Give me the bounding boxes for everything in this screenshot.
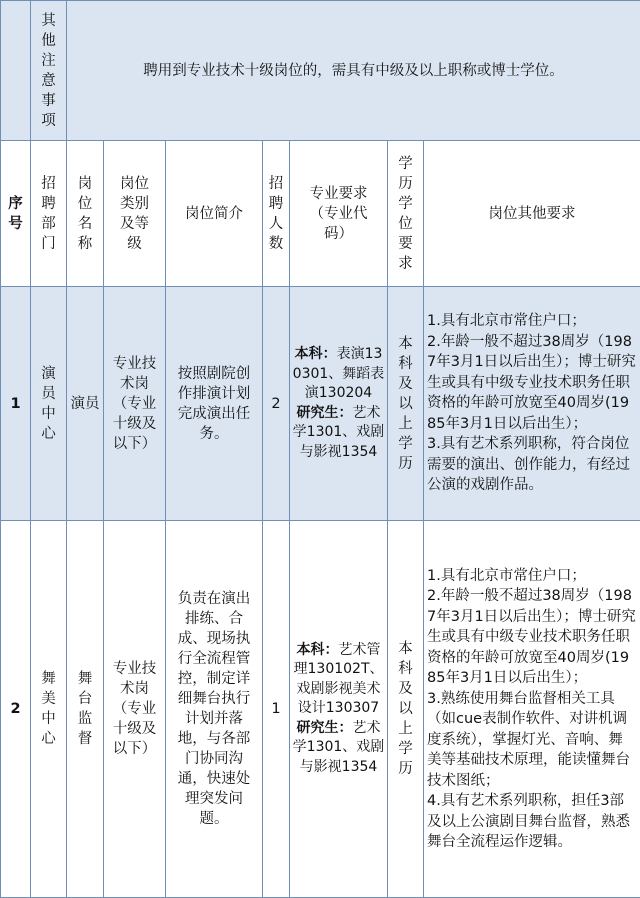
row-count: 1 (263, 521, 290, 898)
header-position: 岗位名称 (67, 141, 104, 287)
other-item: 3.具有艺术系列职称，符合岗位需要的演出、创作能力，有经过公演的戏剧作品。 (427, 434, 637, 496)
other-item: 1.具有北京市常住户口； (427, 566, 637, 587)
row-category: 专业技术岗（专业十级及以下） (104, 521, 166, 898)
row-other (424, 287, 640, 521)
row-position: 演员 (67, 287, 104, 521)
header-edu: 学历学位要求 (388, 141, 424, 287)
table-row-1 (1, 287, 640, 521)
note-label: 其他注意事项 (31, 1, 67, 141)
major-bk-label: 本科： (297, 642, 339, 658)
row-no: 1 (1, 287, 31, 521)
row-major (290, 287, 388, 521)
row-edu: 本科及以上学历 (388, 521, 424, 898)
row-position: 舞台监督 (67, 521, 104, 898)
empty-corner-cell (1, 1, 31, 141)
row-dept: 舞美中心 (31, 521, 67, 898)
header-intro: 岗位简介 (166, 141, 263, 287)
row-edu: 本科及以上学历 (388, 287, 424, 521)
row-count: 2 (263, 287, 290, 521)
row-intro: 按照剧院创作排演计划完成演出任务。 (166, 287, 263, 521)
row-no: 2 (1, 521, 31, 898)
note-row (1, 1, 640, 141)
header-row (1, 141, 640, 287)
major-yjs-text: 艺术学1301、戏剧与影视1354 (293, 405, 385, 460)
major-bk-text: 表演130301、舞蹈表演130204 (293, 346, 385, 401)
row-category: 专业技术岗（专业十级及以下） (104, 287, 166, 521)
table-row-2 (1, 521, 640, 898)
other-item: 1.具有北京市常住户口； (427, 311, 637, 332)
header-no: 序号 (1, 141, 31, 287)
row-dept: 演员中心 (31, 287, 67, 521)
row-major (290, 521, 388, 898)
other-item: 4.具有艺术系列职称，担任3部及以上公演剧目舞台监督，熟悉舞台全流程运作逻辑。 (427, 791, 637, 853)
header-other: 岗位其他要求 (424, 141, 640, 287)
row-other (424, 521, 640, 898)
other-item: 2.年龄一般不超过38周岁（1987年3月1日以后出生）；博士研究生或具有中级专业技术职务任职资格的年龄可放宽至40周岁(1985年3月1日以后出生）； (427, 586, 637, 689)
major-yjs-text: 艺术学1301、戏剧与影视1354 (293, 720, 385, 775)
note-text: 聘用到专业技术十级岗位的，需具有中级及以上职称或博士学位。 (67, 1, 640, 141)
header-dept: 招聘部门 (31, 141, 67, 287)
other-item: 3.熟练使用舞台监督相关工具（如cue表制作软件、对讲机调度系统），掌握灯光、音响、舞美等基础技术原理，能读懂舞台技术图纸； (427, 689, 637, 792)
other-item: 2.年龄一般不超过38周岁（1987年3月1日以后出生）；博士研究生或具有中级专业技术职务任职资格的年龄可放宽至40周岁(1985年3月1日以后出生）； (427, 332, 637, 435)
row-intro: 负责在演出排练、合成、现场执行全流程管控，制定详细舞台执行计划并落地，与各部门协同沟通，快速处理突发问题。 (166, 521, 263, 898)
header-major: 专业要求（专业代码） (290, 141, 388, 287)
header-category: 岗位类别及等级 (104, 141, 166, 287)
major-bk-text: 艺术管理130102T、戏剧影视美术设计130307 (294, 642, 384, 717)
major-yjs-label: 研究生： (297, 720, 353, 736)
header-count: 招聘人数 (263, 141, 290, 287)
major-yjs-label: 研究生： (297, 405, 353, 421)
major-bk-label: 本科： (295, 346, 337, 362)
